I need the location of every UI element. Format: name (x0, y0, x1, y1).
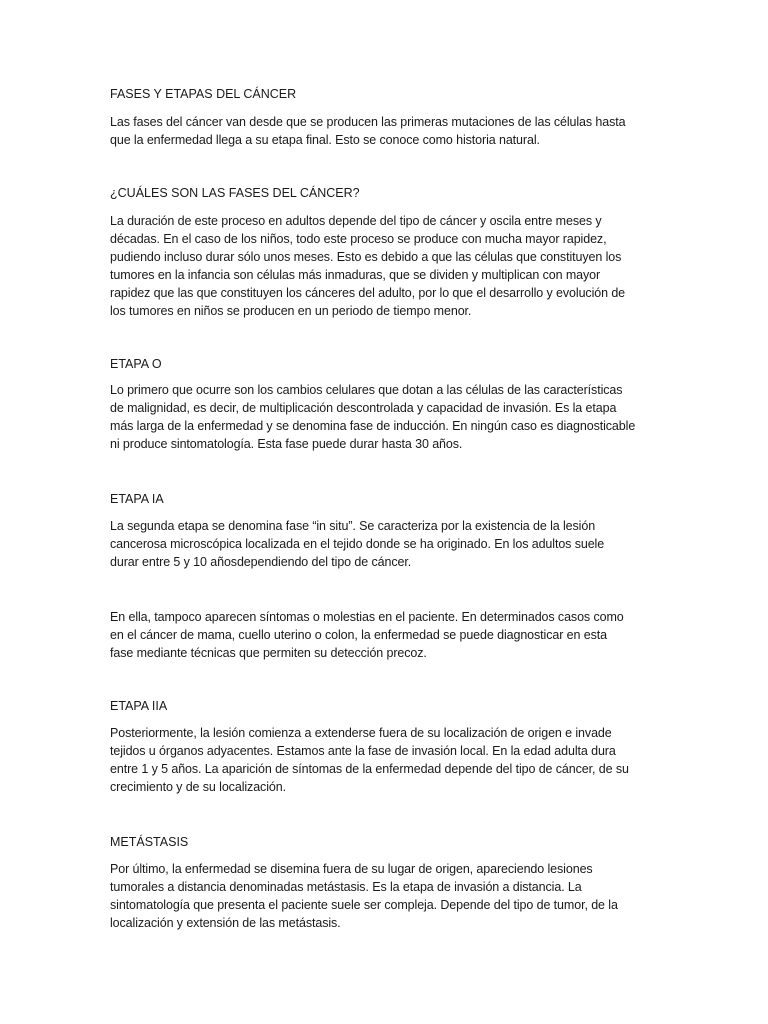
text-line: de malignidad, es decir, de multiplicación descontrolada y capacidad de invasión. Es la etapa (110, 401, 617, 415)
text-line: tejidos u órganos adyacentes. Estamos ante la fase de invasión local. En la edad adulta dura (110, 744, 616, 758)
section-paragraph-etapa-0 (110, 381, 660, 453)
text-line: tumorales a distancia denominadas metástasis. Es la etapa de invasión a distancia. La (110, 880, 582, 894)
text-line: fase mediante técnicas que permiten su detección precoz. (110, 646, 427, 660)
text-line: En ella, tampoco aparecen síntomas o molestias en el paciente. En determinados casos como (110, 610, 624, 624)
text-line: localización y extensión de las metástasis. (110, 916, 341, 930)
text-line: sintomatología que presenta el paciente suele ser compleja. Depende del tipo de tumor, de la (110, 898, 618, 912)
section-paragraph-etapa-iia (110, 724, 660, 796)
section-paragraph-etapa-ia-extra (110, 608, 660, 662)
section-paragraph-etapa-ia (110, 517, 660, 571)
text-line: que la enfermedad llega a su etapa final. Esto se conoce como historia natural. (110, 133, 540, 147)
text-line: pudiendo incluso durar sólo unos meses. Esto es debido a que las células que constituyen los (110, 250, 622, 264)
text-line: entre 1 y 5 años. La aparición de síntomas de la enfermedad depende del tipo de cáncer, de su (110, 762, 629, 776)
text-line: crecimiento y de su localización. (110, 780, 286, 794)
text-line: los tumores en niños se producen en un periodo de tiempo menor. (110, 304, 472, 318)
text-line: La duración de este proceso en adultos depende del tipo de cáncer y oscila entre meses y (110, 214, 602, 228)
section-paragraph-fases (110, 212, 660, 320)
intro-paragraph (110, 113, 660, 149)
text-line: durar entre 5 y 10 añosdependiendo del tipo de cáncer. (110, 555, 412, 569)
text-line: en el cáncer de mama, cuello uterino o colon, la enfermedad se puede diagnosticar en esta (110, 628, 607, 642)
section-heading-metastasis: METÁSTASIS (110, 835, 189, 849)
text-line: cancerosa microscópica localizada en el tejido donde se ha originado. En los adultos suele (110, 537, 605, 551)
section-heading-etapa-ia: ETAPA IA (110, 492, 164, 506)
section-heading-fases: ¿CUÁLES SON LAS FASES DEL CÁNCER? (110, 186, 360, 200)
text-line: más larga de la enfermedad y se denomina fase de inducción. En ningún caso es diagnosticable (110, 419, 636, 433)
text-line: décadas. En el caso de los niños, todo este proceso se produce con mucha mayor rapidez, (110, 232, 607, 246)
section-paragraph-metastasis (110, 860, 660, 932)
text-line: tumores en la infancia son células más inmaduras, que se dividen y multiplican con mayor (110, 268, 601, 282)
section-heading-etapa-0: ETAPA O (110, 357, 162, 371)
document-title: FASES Y ETAPAS DEL CÁNCER (110, 87, 297, 101)
section-heading-etapa-iia: ETAPA IIA (110, 699, 168, 713)
text-line: La segunda etapa se denomina fase “in situ”. Se caracteriza por la existencia de la lesión (110, 519, 596, 533)
text-line: Posteriormente, la lesión comienza a extenderse fuera de su localización de origen e invade (110, 726, 612, 740)
text-line: rapidez que las que constituyen los cánceres del adulto, por lo que el desarrollo y evolución de (110, 286, 626, 300)
text-line: Las fases del cáncer van desde que se producen las primeras mutaciones de las células hasta (110, 115, 626, 129)
text-line: Lo primero que ocurre son los cambios celulares que dotan a las células de las características (110, 383, 623, 397)
text-line: ni produce sintomatología. Esta fase puede durar hasta 30 años. (110, 437, 463, 451)
text-line: Por último, la enfermedad se disemina fuera de su lugar de origen, apareciendo lesiones (110, 862, 593, 876)
